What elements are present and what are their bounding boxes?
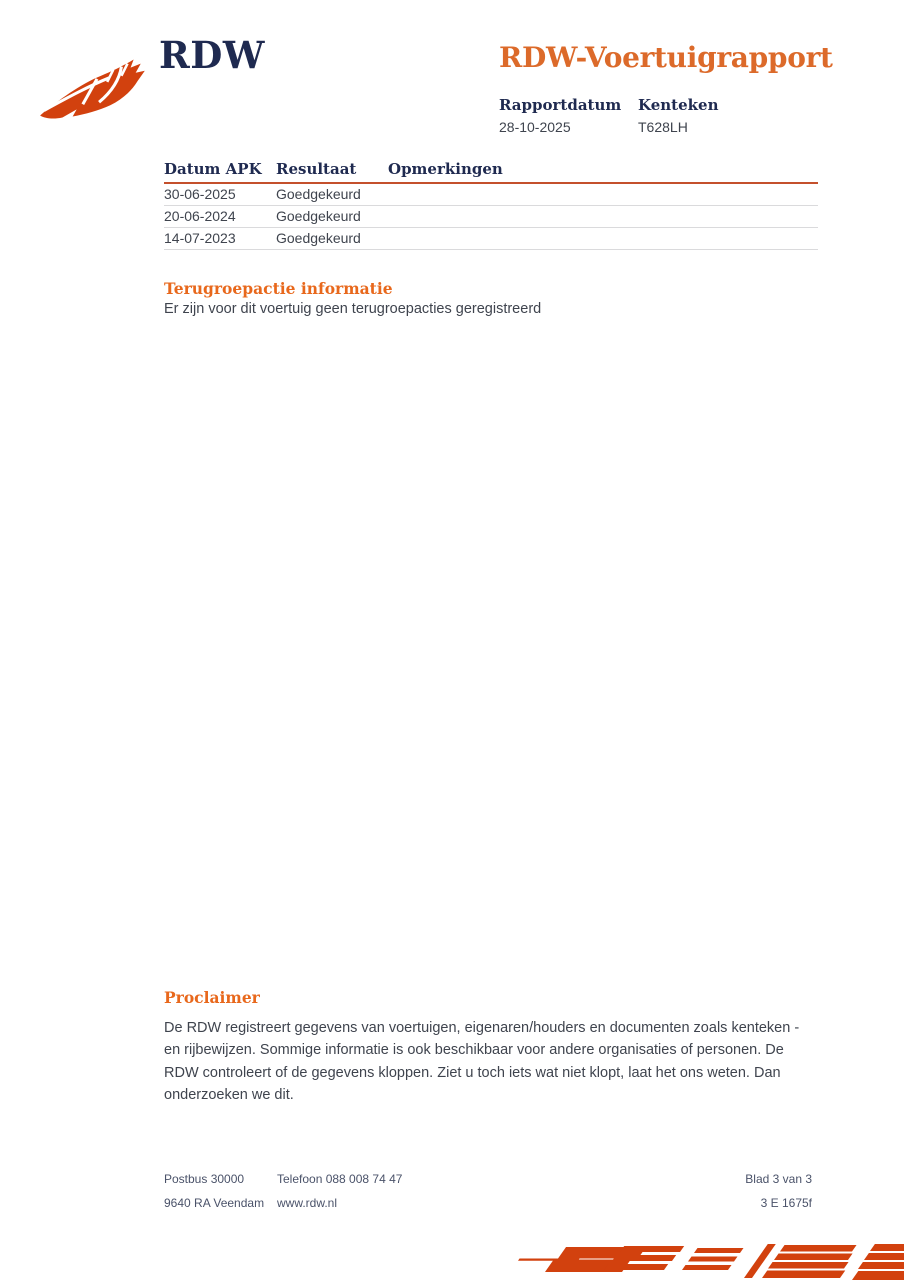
table-row [164, 228, 818, 250]
rdw-feather-icon [34, 50, 156, 126]
recall-section-heading: Terugroepactie informatie [164, 279, 393, 298]
apk-history-table [164, 160, 818, 250]
proclaimer-section-heading: Proclaimer [164, 988, 260, 1007]
license-plate-label: Kenteken [638, 96, 719, 114]
table-header-row [164, 160, 818, 184]
page-title: RDW-Voertuigrapport [499, 41, 833, 74]
license-plate-block [638, 96, 718, 135]
cell-resultaat: Goedgekeurd [276, 186, 361, 202]
footer-postbus: Postbus 30000 [164, 1172, 245, 1186]
cell-datum-apk: 30-06-2025 [164, 186, 236, 202]
speed-stripes-icon [518, 1243, 904, 1280]
col-header-resultaat: Resultaat [276, 160, 357, 178]
license-plate-value: T628LH [638, 119, 688, 135]
cell-datum-apk: 20-06-2024 [164, 208, 236, 224]
col-header-opmerkingen: Opmerkingen [388, 160, 503, 178]
report-date-label: Rapportdatum [499, 96, 622, 114]
table-row [164, 184, 818, 206]
footer-phone: Telefoon 088 008 74 47 [277, 1172, 403, 1186]
footer-city: 9640 RA Veendam [164, 1196, 265, 1210]
col-header-datum-apk: Datum APK [164, 160, 262, 178]
rdw-wordmark: RDW [159, 33, 265, 77]
report-date-value: 28-10-2025 [499, 119, 571, 135]
cell-resultaat: Goedgekeurd [276, 208, 361, 224]
footer-website: www.rdw.nl [277, 1196, 338, 1210]
proclaimer-section-body: De RDW registreert gegevens van voertuigen, eigenaren/houders en documenten zoals kenteken - en rijbewijzen. Sommige informatie is ook beschikbaar voor andere organisaties of personen. De RDW controleert of de gegevens kloppen. Ziet u toch iets wat niet klopt, laat het ons weten. Dan onderzoeken we dit. [164, 1020, 800, 1104]
table-row [164, 206, 818, 228]
footer-page-indicator: Blad 3 van 3 [745, 1172, 812, 1186]
footer-form-code: 3 E 1675f [760, 1196, 812, 1210]
cell-datum-apk: 14-07-2023 [164, 230, 236, 246]
report-date-block [499, 96, 621, 135]
recall-section-body: Er zijn voor dit voertuig geen terugroepacties geregistreerd [164, 301, 542, 317]
cell-resultaat: Goedgekeurd [276, 230, 361, 246]
